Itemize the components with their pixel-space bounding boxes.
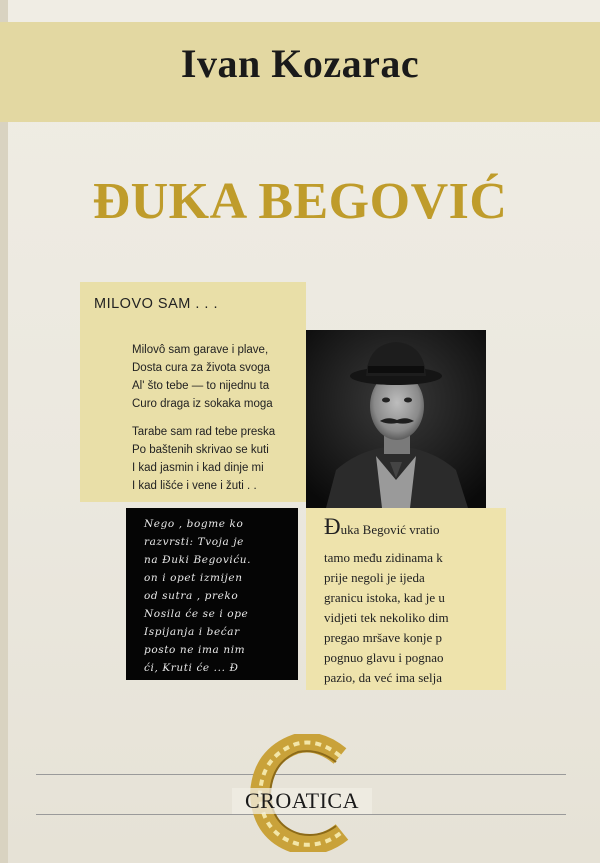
prose-line: pazio, da već ima selja (324, 670, 443, 685)
prose-first-line (324, 514, 440, 540)
manuscript-line: ći, Kruti će ... Đ (144, 662, 239, 674)
manuscript-line: Nosila će se i ope (144, 608, 249, 620)
manuscript-line: Ispijanja i bećar (144, 626, 240, 638)
manuscript-line: posto ne ima nim (144, 644, 246, 656)
poem-line: Tarabe sam rad tebe preska (132, 426, 276, 438)
poem-line: Al' što tebe — to nijednu ta (132, 380, 270, 392)
manuscript-line: razvrsti: Tvoja je (144, 536, 244, 548)
poem-line: Dosta cura za života svoga (132, 362, 271, 374)
poem-line: Milovô sam garave i plave, (132, 344, 269, 356)
manuscript-line: od sutra , preko (144, 590, 239, 602)
author-name: Ivan Kozarac (180, 41, 420, 86)
manuscript-panel (126, 508, 298, 680)
prose-line: pregao mršave konje p (324, 630, 443, 645)
poem-panel (80, 282, 306, 502)
publisher-series: CROATICA (232, 788, 372, 814)
manuscript-line: Nego , bogme ko (144, 518, 244, 530)
poem-line: Curo draga iz sokaka moga (132, 398, 273, 410)
prose-line: pognuo glavu i pognao (324, 650, 444, 665)
portrait-photo-icon (306, 330, 486, 508)
prose-line: prije negoli je ijeda (324, 570, 425, 585)
portrait-photo (306, 330, 486, 508)
manuscript-line: na Đuki Begoviću. (144, 554, 252, 566)
poem-line: Po baštenih skrivao se kuti (132, 444, 269, 456)
manuscript-line: on i opet izmijen (144, 572, 243, 584)
book-title: ĐUKA BEGOVIĆ (92, 173, 508, 230)
prose-line: granicu istoka, kad je u (324, 590, 445, 605)
prose-line: tamo među zidinama k (324, 550, 443, 565)
prose-first-line-text: uka Begović vratio (340, 522, 440, 537)
poem-line: I kad jasmin i kad dinje mi (132, 462, 264, 474)
cover-edge (0, 0, 8, 863)
prose-line: vidjeti tek nekoliko dim (324, 610, 449, 625)
prose-dropcap: Đ (324, 514, 341, 539)
poem-title: MILOVO SAM . . . (94, 296, 219, 312)
prose-panel (306, 508, 506, 690)
poem-line: I kad lišće i vene i žuti . . (132, 480, 257, 492)
